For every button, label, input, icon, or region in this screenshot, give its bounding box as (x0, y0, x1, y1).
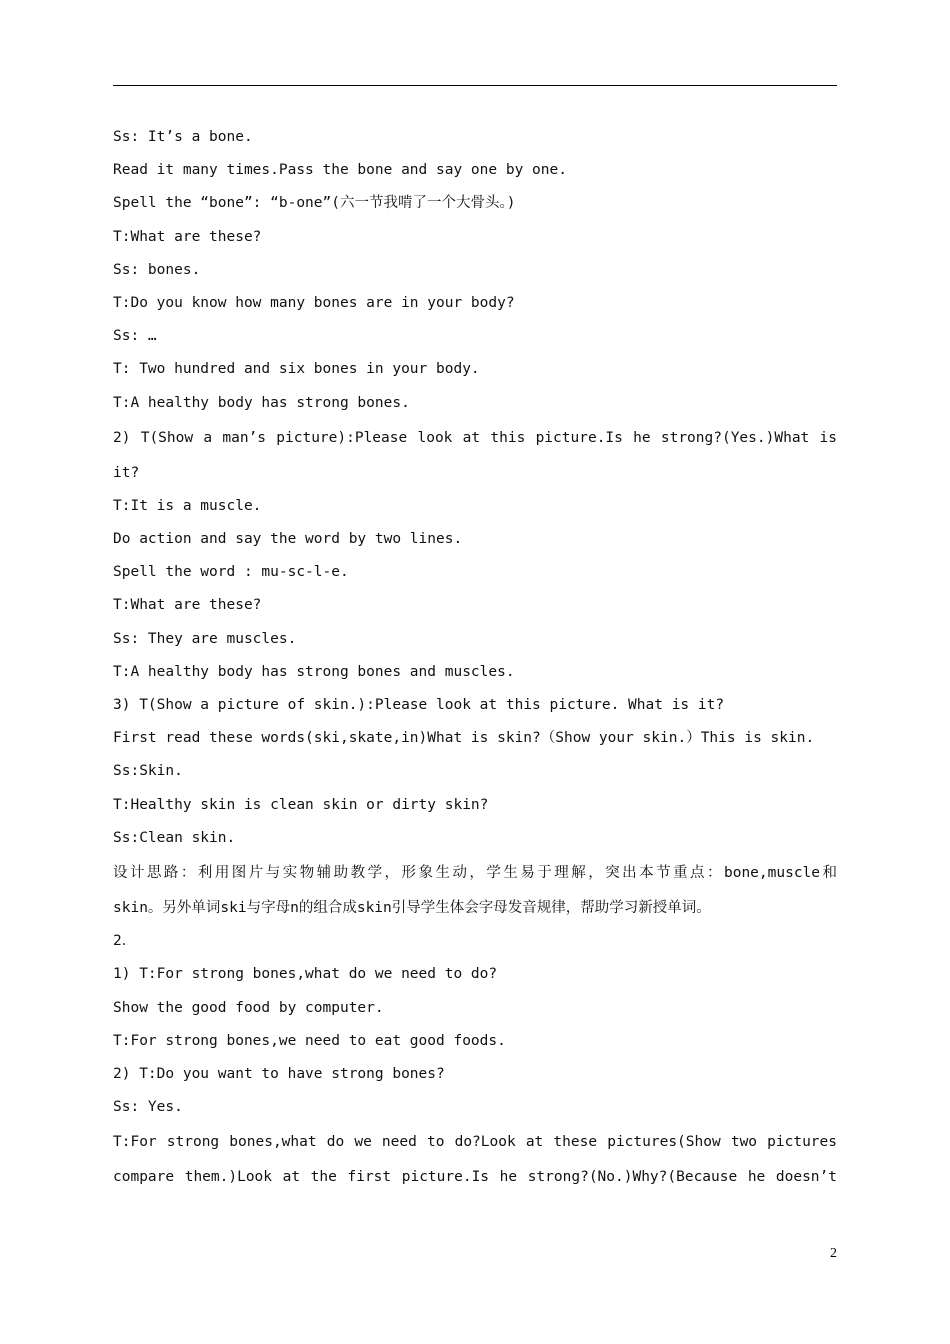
text-line: 设计思路：利用图片与实物辅助教学，形象生动，学生易于理解，突出本节重点：bone,muscle和 (113, 864, 837, 881)
document-body (113, 121, 837, 1194)
text-line: it? (113, 464, 140, 481)
text-line: T:For strong bones,we need to eat good foods. (113, 1032, 506, 1049)
header-rule (113, 85, 837, 86)
text-line: Ss:Skin. (113, 763, 183, 780)
text-line: Ss:Clean skin. (113, 829, 236, 846)
text-line: Show the good food by computer. (113, 999, 384, 1016)
text-line: 2． (113, 933, 137, 950)
text-line: T:A healthy body has strong bones. (113, 394, 410, 411)
text-line: T:For strong bones,what do we need to do?Look at these pictures(Show two pictures (113, 1134, 837, 1151)
text-line: T:Healthy skin is clean skin or dirty skin? (113, 796, 489, 813)
text-line: Ss: They are muscles. (113, 630, 297, 647)
text-line: T:What are these? (113, 228, 262, 245)
text-line: Ss: … (113, 328, 157, 345)
text-line: T:What are these? (113, 597, 262, 614)
page-number: 2 (830, 1246, 837, 1261)
text-line: Ss: Yes. (113, 1099, 183, 1116)
text-line: Read it many times.Pass the bone and say one by one. (113, 162, 567, 179)
text-line: T:It is a muscle. (113, 497, 262, 514)
text-line: Ss: bones. (113, 261, 201, 278)
text-line: 3) T(Show a picture of skin.):Please look at this picture. What is it? (113, 697, 725, 713)
text-line: First read these words(ski,skate,in)What is skin?（Show your skin.）This is skin. (113, 730, 815, 747)
text-line: Spell the “bone”: “b-one”(六一节我啃了一个大骨头。) (113, 195, 516, 212)
text-line: T: Two hundred and six bones in your body. (113, 361, 480, 378)
text-line: 1) T:For strong bones,what do we need to do? (113, 966, 498, 983)
text-line: 2) T:Do you want to have strong bones? (113, 1065, 445, 1082)
text-line: T:Do you know how many bones are in your body? (113, 294, 515, 311)
text-line: Ss: It’s a bone. (113, 129, 253, 145)
text-line: Do action and say the word by two lines. (113, 531, 463, 548)
text-line: T:A healthy body has strong bones and muscles. (113, 663, 515, 680)
text-line: 2) T(Show a man’s picture):Please look at this picture.Is he strong?(Yes.)What is (113, 429, 837, 446)
text-line: Spell the word : mu-sc-l-e. (113, 564, 349, 581)
text-line: skin。另外单词ski与字母n的组合成skin引导学生体会字母发音规律，帮助学习新授单词。 (113, 899, 711, 916)
text-line: compare them.)Look at the first picture.Is he strong?(No.)Why?(Because he doesn’t (113, 1169, 837, 1186)
